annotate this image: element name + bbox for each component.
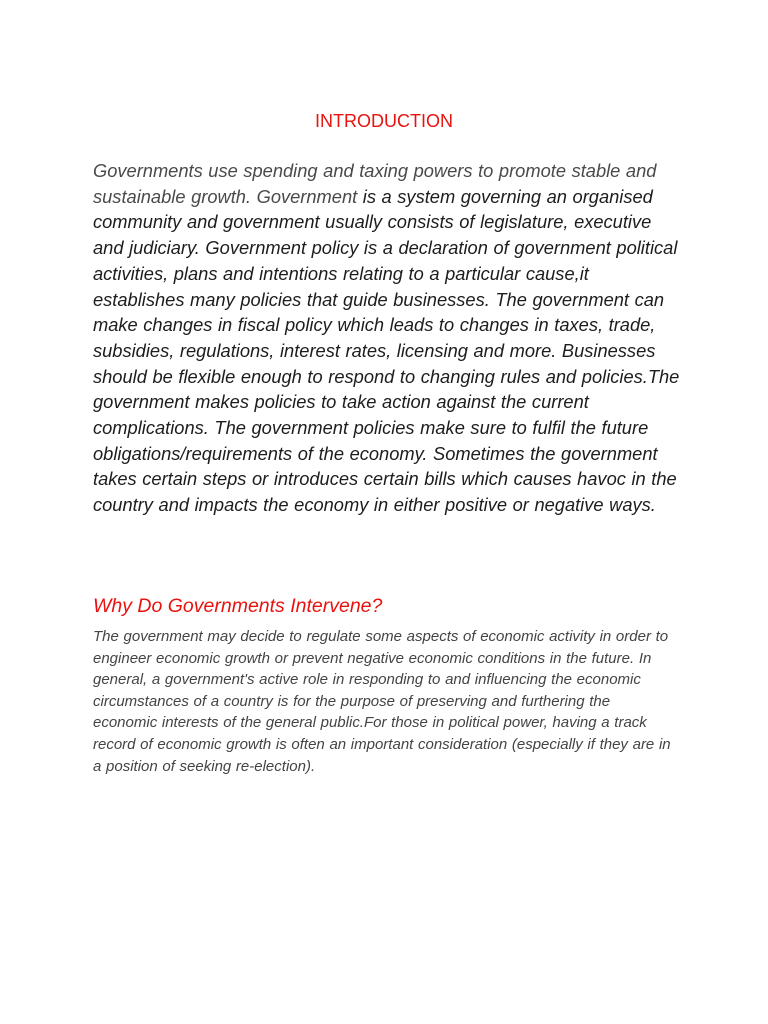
why-intervene-paragraph: The government may decide to regulate some aspects of economic activity in order to engineer economic growth or prevent negative economic conditions in the future. In general, a government's active role in responding to and influencing the economic circumstances of a country is for the purpose of preserving and furthering the economic interests of the general public.For those in political power, having a track record of economic growth is often an important consideration (especially if they are in a position of seeking re-election). <box>93 628 671 775</box>
introduction-lead-text: Governments use spending and taxing powers to promote stable and sustainable growth. Government <box>93 160 657 207</box>
introduction-paragraph <box>93 158 683 518</box>
introduction-body-text: is a system governing an organised community and government usually consists of legislature, executive and judiciary. Government policy is a declaration of government political activities, plans and intentions relating to a particular cause,it establishes many policies that guide businesses. The government can make changes in fiscal policy which leads to changes in taxes, trade, subsidies, regulations, interest rates, licensing and more. Businesses should be flexible enough to respond to changing rules and policies.The government makes policies to take action against the current complications. The government policies make sure to fulfil the future obligations/requirements of the economy. Sometimes the government takes certain steps or introduces certain bills which causes havoc in the country and impacts the economy in either positive or negative ways. <box>93 185 680 516</box>
why-intervene-heading: Why Do Governments Intervene? <box>93 595 383 617</box>
introduction-heading: INTRODUCTION <box>315 111 453 131</box>
